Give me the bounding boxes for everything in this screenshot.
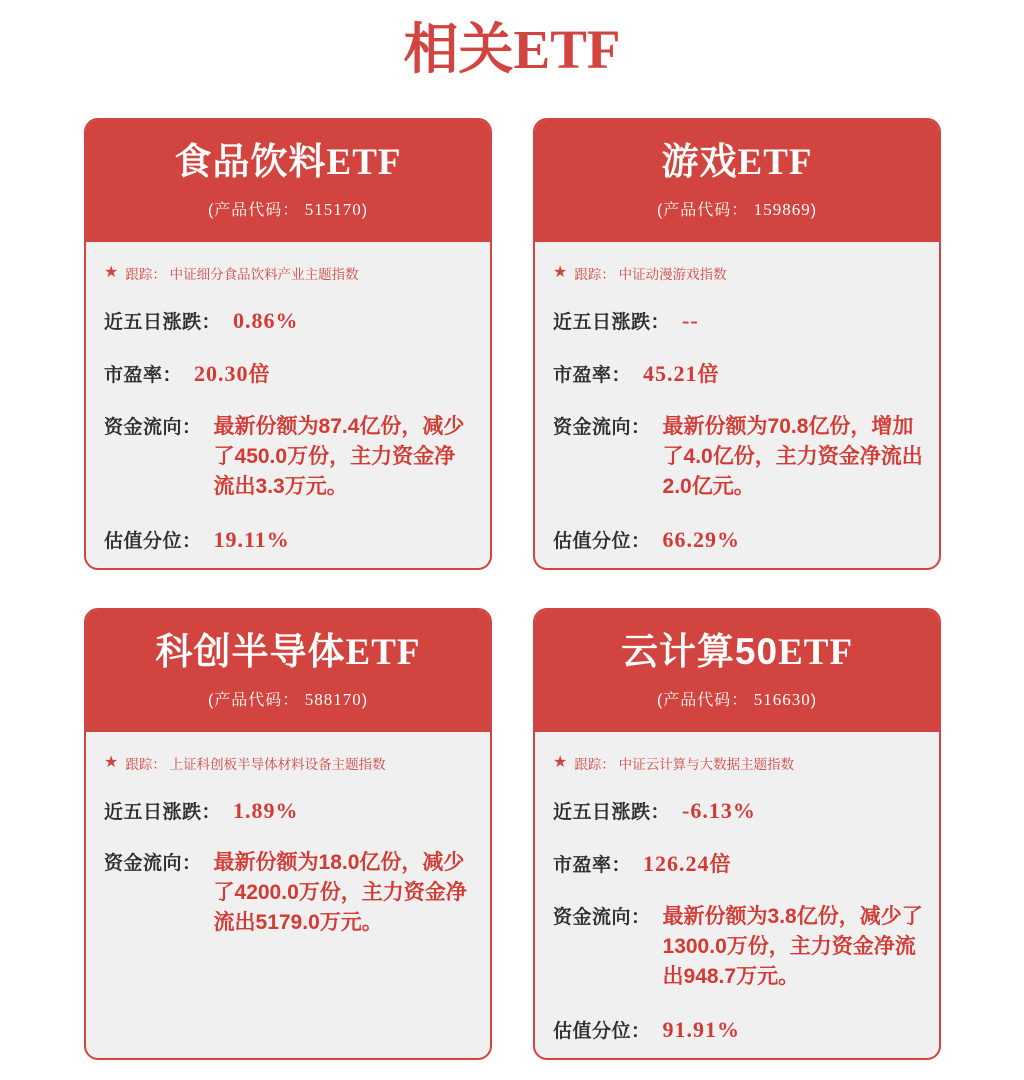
product-code bbox=[535, 687, 939, 710]
card-title bbox=[535, 140, 939, 185]
etf-card-food-beverage bbox=[84, 118, 492, 570]
etf-card-game bbox=[533, 118, 941, 570]
row-pe-ratio bbox=[104, 358, 474, 388]
valuation-label: 估值分位： bbox=[553, 1021, 651, 1042]
pe-unit: 倍 bbox=[697, 363, 719, 386]
row-five-day-change bbox=[553, 307, 923, 334]
product-code-label: (产品代码： bbox=[207, 202, 300, 219]
tracked-index-name: 中证细分食品饮料产业主题指数 bbox=[169, 267, 359, 282]
fund-flow-text: 最新份额为87.4亿份，减少了450.0万份，主力资金净流出3.3万元。 bbox=[213, 415, 465, 498]
card-title bbox=[86, 140, 490, 185]
card-title-en: ETF bbox=[778, 632, 854, 673]
row-valuation-percentile bbox=[553, 526, 923, 553]
card-title-zh: 云计算50 bbox=[620, 631, 779, 672]
pe-number: 126.24 bbox=[643, 851, 710, 876]
row-pe-ratio bbox=[553, 358, 923, 388]
card-title-zh: 食品饮料 bbox=[174, 141, 327, 182]
five-day-value: 0.86% bbox=[233, 308, 299, 333]
fund-flow-label: 资金流向： bbox=[104, 417, 202, 438]
five-day-label: 近五日涨跌： bbox=[104, 802, 222, 823]
product-code-label: (产品代码： bbox=[656, 202, 749, 219]
product-code bbox=[86, 197, 490, 220]
pe-label: 市盈率： bbox=[553, 855, 632, 876]
valuation-value: 19.11% bbox=[213, 527, 290, 552]
row-five-day-change bbox=[104, 797, 474, 824]
row-fund-flow bbox=[104, 412, 474, 502]
product-code-value: 516630 bbox=[753, 690, 811, 709]
product-code-value: 515170 bbox=[304, 200, 362, 219]
card-body bbox=[86, 242, 490, 553]
tracked-index-name: 中证动漫游戏指数 bbox=[618, 267, 727, 282]
pe-unit: 倍 bbox=[709, 853, 731, 876]
five-day-label: 近五日涨跌： bbox=[553, 802, 671, 823]
product-code-value: 159869 bbox=[753, 200, 811, 219]
five-day-value: 1.89% bbox=[233, 798, 299, 823]
five-day-label: 近五日涨跌： bbox=[553, 312, 671, 333]
five-day-label: 近五日涨跌： bbox=[104, 312, 222, 333]
card-header bbox=[535, 610, 939, 732]
card-header bbox=[86, 610, 490, 732]
fund-flow-text: 最新份额为3.8亿份，减少了1300.0万份，主力资金净流出948.7万元。 bbox=[662, 905, 923, 988]
product-code-label: (产品代码： bbox=[656, 692, 749, 709]
page-title bbox=[0, 0, 1024, 83]
pe-number: 45.21 bbox=[643, 361, 698, 386]
product-code-value: 588170 bbox=[304, 690, 362, 709]
valuation-value: 91.91% bbox=[662, 1017, 741, 1042]
page-title-en: ETF bbox=[513, 19, 621, 80]
card-header bbox=[535, 120, 939, 242]
pe-number: 20.30 bbox=[194, 361, 249, 386]
track-label: 跟踪： bbox=[125, 267, 166, 282]
row-five-day-change bbox=[104, 307, 474, 334]
fund-flow-label: 资金流向： bbox=[553, 417, 651, 438]
pe-label: 市盈率： bbox=[553, 365, 632, 386]
product-code bbox=[86, 687, 490, 710]
card-title-zh: 游戏 bbox=[661, 141, 738, 182]
card-body bbox=[86, 732, 490, 938]
product-code-label: (产品代码： bbox=[207, 692, 300, 709]
etf-card-cloud-computing-50 bbox=[533, 608, 941, 1060]
five-day-value: -- bbox=[682, 308, 699, 333]
star-icon: ★ bbox=[553, 754, 568, 771]
pe-value bbox=[194, 358, 270, 388]
product-code-suffix: ) bbox=[361, 202, 369, 219]
card-header bbox=[86, 120, 490, 242]
row-fund-flow bbox=[553, 902, 923, 992]
pe-label: 市盈率： bbox=[104, 365, 183, 386]
card-title-en: ETF bbox=[345, 632, 421, 673]
star-icon: ★ bbox=[553, 264, 568, 281]
valuation-value: 66.29% bbox=[662, 527, 741, 552]
tracked-index-name: 上证科创板半导体材料设备主题指数 bbox=[169, 757, 386, 772]
tracked-index-line bbox=[553, 753, 923, 773]
row-five-day-change bbox=[553, 797, 923, 824]
tracked-index-line bbox=[553, 263, 923, 283]
star-icon: ★ bbox=[104, 754, 119, 771]
card-title-zh: 科创半导体 bbox=[155, 631, 346, 672]
card-title bbox=[535, 630, 939, 675]
etf-card-grid bbox=[84, 118, 941, 1060]
pe-unit: 倍 bbox=[248, 363, 270, 386]
row-fund-flow bbox=[553, 412, 923, 502]
card-body bbox=[535, 242, 939, 553]
fund-flow-label: 资金流向： bbox=[104, 853, 202, 874]
pe-value bbox=[643, 358, 719, 388]
card-body bbox=[535, 732, 939, 1043]
card-title bbox=[86, 630, 490, 675]
valuation-label: 估值分位： bbox=[104, 531, 202, 552]
fund-flow-text: 最新份额为70.8亿份，增加了4.0亿份，主力资金净流出2.0亿元。 bbox=[662, 415, 923, 498]
tracked-index-line bbox=[104, 263, 474, 283]
row-pe-ratio bbox=[553, 848, 923, 878]
row-valuation-percentile bbox=[104, 526, 474, 553]
product-code-suffix: ) bbox=[810, 692, 818, 709]
star-icon: ★ bbox=[104, 264, 119, 281]
product-code-suffix: ) bbox=[361, 692, 369, 709]
row-valuation-percentile bbox=[553, 1016, 923, 1043]
fund-flow-label: 资金流向： bbox=[553, 907, 651, 928]
row-fund-flow bbox=[104, 848, 474, 938]
tracked-index-line bbox=[104, 753, 474, 773]
product-code bbox=[535, 197, 939, 220]
five-day-value: -6.13% bbox=[682, 798, 756, 823]
tracked-index-name: 中证云计算与大数据主题指数 bbox=[618, 757, 795, 772]
track-label: 跟踪： bbox=[574, 267, 615, 282]
page-title-zh: 相关 bbox=[403, 18, 514, 80]
card-title-en: ETF bbox=[737, 142, 813, 183]
etf-card-star-semiconductor bbox=[84, 608, 492, 1060]
track-label: 跟踪： bbox=[125, 757, 166, 772]
valuation-label: 估值分位： bbox=[553, 531, 651, 552]
product-code-suffix: ) bbox=[810, 202, 818, 219]
pe-value bbox=[643, 848, 731, 878]
card-title-en: ETF bbox=[326, 142, 402, 183]
track-label: 跟踪： bbox=[574, 757, 615, 772]
fund-flow-text: 最新份额为18.0亿份，减少了4200.0万份，主力资金净流出5179.0万元。 bbox=[213, 851, 467, 934]
